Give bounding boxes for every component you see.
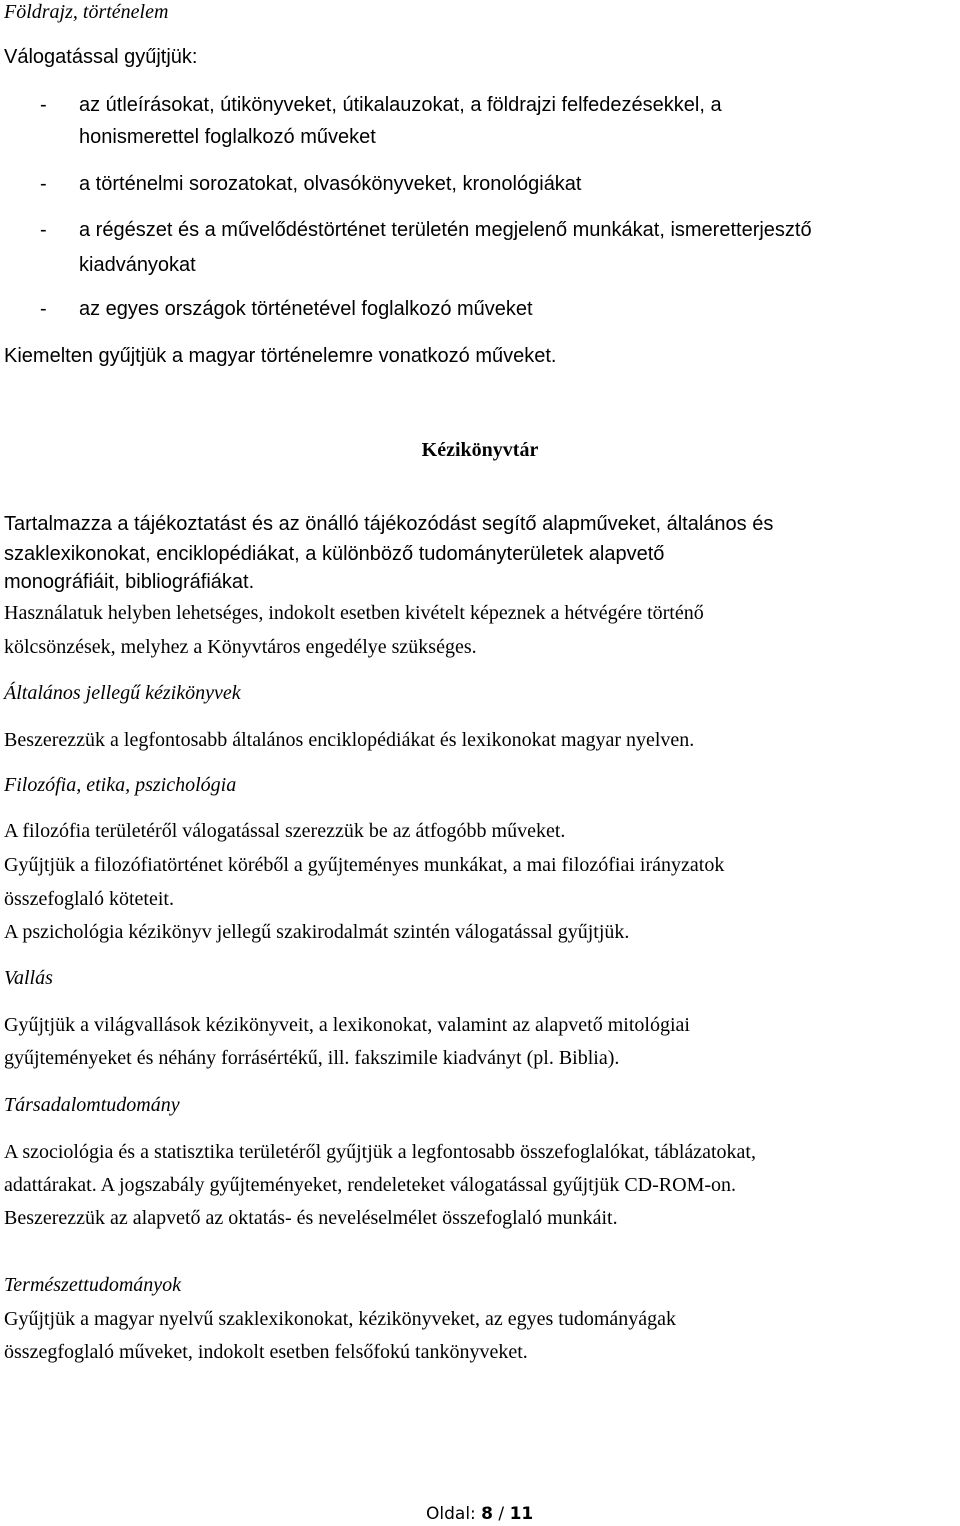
page-total: 11	[509, 1504, 534, 1524]
paragraph-line: Használatuk helyben lehetséges, indokolt esetben kivételt képeznek a hétvégére történő	[4, 602, 704, 624]
bullet-dash: -	[40, 298, 47, 320]
paragraph-line: szaklexikonokat, enciklopédiákat, a különböző tudományterületek alapvető	[4, 543, 665, 565]
closing-text: Kiemelten gyűjtjük a magyar történelemre vonatkozó műveket.	[4, 345, 557, 367]
paragraph-line: adattárakat. A jogszabály gyűjteményeket, rendeleteket válogatással gyűjtjük CD-ROM-on.	[4, 1174, 737, 1196]
section-title-reference-library: Kézikönyvtár	[421, 439, 539, 461]
list-item: az egyes országok történetével foglalkozó műveket	[79, 298, 533, 320]
paragraph-line: kölcsönzések, melyhez a Könyvtáros engedélye szükséges.	[4, 636, 477, 658]
subheading-social: Társadalomtudomány	[4, 1094, 180, 1116]
intro-text: Válogatással gyűjtjük:	[4, 46, 198, 68]
list-item-continuation: honismerettel foglalkozó műveket	[79, 126, 376, 148]
page-separator: /	[498, 1504, 505, 1524]
subheading-religion: Vallás	[4, 967, 53, 989]
paragraph-line: Tartalmazza a tájékoztatást és az önálló tájékozódást segítő alapműveket, általános és	[4, 513, 774, 535]
bullet-dash: -	[40, 173, 47, 195]
list-item: a régészet és a művelődéstörténet területén megjelenő munkákat, ismeretterjesztő	[79, 219, 812, 241]
list-item: az útleírásokat, útikönyveket, útikalauzokat, a földrajzi felfedezésekkel, a	[79, 94, 722, 116]
list-item: a történelmi sorozatokat, olvasókönyveket, kronológiákat	[79, 173, 582, 195]
subheading-philosophy: Filozófia, etika, pszichológia	[4, 774, 237, 796]
page-footer	[426, 1502, 533, 1526]
paragraph-line: monográfiáit, bibliográfiákat.	[4, 571, 255, 593]
list-item-continuation: kiadványokat	[79, 254, 196, 276]
subheading-natural-sciences: Természettudományok	[4, 1274, 182, 1296]
paragraph-line: Gyűjtjük a filozófiatörténet köréből a gyűjteményes munkákat, a mai filozófiai irányzatok	[4, 854, 725, 876]
paragraph-line: A pszichológia kézikönyv jellegű szakirodalmát szintén válogatással gyűjtjük.	[4, 921, 630, 943]
bullet-dash: -	[40, 219, 47, 241]
page-number: 8	[481, 1504, 494, 1524]
bullet-dash: -	[40, 94, 47, 116]
paragraph-line: Beszerezzük az alapvető az oktatás- és neveléselmélet összefoglaló munkáit.	[4, 1207, 618, 1229]
paragraph-line: Beszerezzük a legfontosabb általános enciklopédiákat és lexikonokat magyar nyelven.	[4, 729, 695, 751]
paragraph-line: A filozófia területéről válogatással szerezzük be az átfogóbb műveket.	[4, 820, 566, 842]
page-label: Oldal:	[426, 1504, 476, 1524]
paragraph-line: Gyűjtjük a világvallások kézikönyveit, a lexikonokat, valamint az alapvető mitológiai	[4, 1014, 690, 1036]
section-heading-geography: Földrajz, történelem	[4, 1, 169, 23]
paragraph-line: gyűjteményeket és néhány forrásértékű, ill. fakszimile kiadványt (pl. Biblia).	[4, 1047, 620, 1069]
paragraph-line: A szociológia és a statisztika területéről gyűjtjük a legfontosabb összefoglalókat, táblázatokat,	[4, 1141, 756, 1163]
paragraph-line: Gyűjtjük a magyar nyelvű szaklexikonokat, kézikönyveket, az egyes tudományágak	[4, 1308, 677, 1330]
paragraph-line: összefoglaló köteteit.	[4, 888, 174, 910]
paragraph-line: összegfoglaló műveket, indokolt esetben felsőfokú tankönyveket.	[4, 1341, 528, 1363]
subheading-general: Általános jellegű kézikönyvek	[4, 682, 241, 704]
